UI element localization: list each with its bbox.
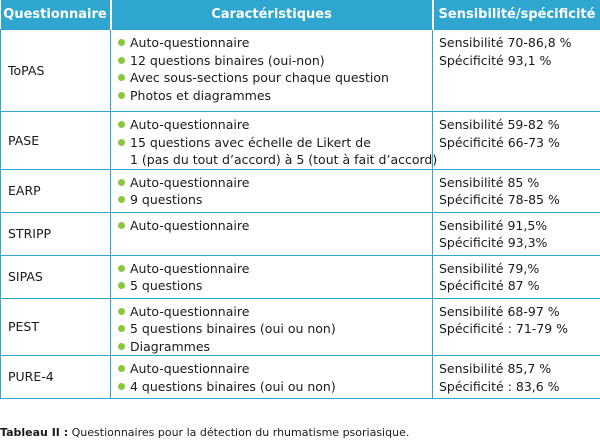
characteristics-cell <box>111 356 433 399</box>
specificity-value: Spécificité 66-73 % <box>439 134 560 150</box>
table-row <box>1 356 600 399</box>
characteristic-text: 12 questions binaires (oui-non) <box>130 52 325 68</box>
characteristic-text: Auto-questionnaire <box>130 303 250 319</box>
sensitivity-specificity-cell <box>433 255 600 298</box>
characteristic-item <box>118 260 432 278</box>
sensitivity-specificity-cell <box>433 112 600 170</box>
characteristics-cell <box>111 212 433 255</box>
characteristic-text: Auto-questionnaire <box>130 260 250 276</box>
sensitivity-value: Sensibilité 59-82 % <box>439 117 560 132</box>
table-caption <box>0 426 409 440</box>
sensitivity-value: Sensibilité 85 % <box>439 174 540 190</box>
bullet-dot-icon <box>118 383 125 390</box>
bullet-dot-icon <box>118 196 125 203</box>
caption-label: Tableau II : <box>0 426 69 439</box>
characteristic-text-continued: 1 (pas du tout d’accord) à 5 (tout à fait d’accord) <box>130 152 438 167</box>
characteristic-item <box>118 116 432 134</box>
bullet-dot-icon <box>118 325 125 332</box>
table-row <box>1 30 600 112</box>
characteristic-item <box>118 338 432 356</box>
bullet-dot-icon <box>118 39 125 46</box>
characteristics-cell <box>111 30 433 112</box>
specificity-value: Spécificité 87 % <box>439 278 540 293</box>
characteristic-item <box>118 378 432 396</box>
characteristic-text: 9 questions <box>130 192 203 207</box>
characteristic-text: 15 questions avec échelle de Likert de <box>130 134 371 150</box>
characteristic-item <box>118 303 432 321</box>
characteristic-item <box>118 191 432 209</box>
characteristic-item <box>118 217 432 235</box>
characteristic-text: Auto-questionnaire <box>130 217 250 233</box>
questionnaire-name: PURE-4 <box>1 356 111 399</box>
questionnaire-name: ToPAS <box>1 30 111 112</box>
specificity-value: Spécificité : 71-79 % <box>439 321 569 336</box>
characteristics-cell <box>111 169 433 212</box>
sensitivity-value: Sensibilité 70-86,8 % <box>439 35 572 50</box>
questionnaire-name: SIPAS <box>1 255 111 298</box>
characteristic-text: 4 questions binaires (oui ou non) <box>130 378 336 394</box>
sensitivity-specificity-cell <box>433 298 600 356</box>
bullet-dot-icon <box>118 343 125 350</box>
characteristic-text: Auto-questionnaire <box>130 174 250 190</box>
table-body <box>1 30 600 399</box>
specificity-value: Spécificité 93,1 % <box>439 52 552 68</box>
sensitivity-value: Sensibilité 79,% <box>439 260 540 276</box>
specificity-value: Spécificité 78-85 % <box>439 192 560 207</box>
bullet-dot-icon <box>118 92 125 99</box>
characteristics-cell <box>111 255 433 298</box>
characteristic-item <box>118 320 432 338</box>
bullet-dot-icon <box>118 222 125 229</box>
table-row <box>1 169 600 212</box>
sensitivity-specificity-cell <box>433 212 600 255</box>
bullet-dot-icon <box>118 139 125 146</box>
characteristics-cell <box>111 112 438 170</box>
table-row <box>1 112 600 170</box>
table-header-row <box>1 0 600 30</box>
characteristic-item <box>118 87 432 105</box>
bullet-dot-icon <box>118 308 125 315</box>
characteristic-text: Diagrammes <box>130 338 211 354</box>
bullet-dot-icon <box>118 57 125 64</box>
sensitivity-value: Sensibilité 68-97 % <box>439 303 560 319</box>
characteristic-text: Auto-questionnaire <box>130 35 250 50</box>
bullet-dot-icon <box>118 121 125 128</box>
sensitivity-specificity-cell <box>433 169 600 212</box>
table-row <box>1 255 600 298</box>
characteristic-text: Avec sous-sections pour chaque question <box>130 70 389 85</box>
specificity-value: Spécificité : 83,6 % <box>439 378 560 394</box>
characteristic-text: 5 questions <box>130 278 203 293</box>
table-row <box>1 298 600 356</box>
header-questionnaire: Questionnaire <box>1 0 111 30</box>
questionnaire-name: PEST <box>1 298 111 356</box>
bullet-dot-icon <box>118 74 125 81</box>
bullet-dot-icon <box>118 365 125 372</box>
characteristic-text: 5 questions binaires (oui ou non) <box>130 321 336 336</box>
characteristic-item <box>118 174 432 192</box>
characteristic-item <box>118 34 432 52</box>
characteristic-text: Photos et diagrammes <box>130 87 272 103</box>
specificity-value: Spécificité 93,3% <box>439 235 548 250</box>
questionnaire-name: STRIPP <box>1 212 111 255</box>
bullet-dot-icon <box>118 265 125 272</box>
characteristic-item <box>118 360 432 378</box>
bullet-dot-icon <box>118 179 125 186</box>
questionnaire-name: EARP <box>1 169 111 212</box>
characteristic-item <box>118 134 432 152</box>
characteristic-item <box>118 69 432 87</box>
table-row <box>1 212 600 255</box>
caption-text: Questionnaires pour la détection du rhumatisme psoriasique. <box>68 426 410 439</box>
characteristic-text: Auto-questionnaire <box>130 361 250 376</box>
header-caracteristiques: Caractéristiques <box>111 0 433 30</box>
characteristic-text: Auto-questionnaire <box>130 117 250 132</box>
sensitivity-specificity-cell <box>433 30 600 112</box>
sensitivity-value: Sensibilité 85,7 % <box>439 361 552 376</box>
header-sensibilite-specificite: Sensibilité/spécificité <box>433 0 600 30</box>
characteristic-item <box>118 52 432 70</box>
characteristics-cell <box>111 298 433 356</box>
sensitivity-specificity-cell <box>433 356 600 399</box>
characteristic-item <box>118 277 432 295</box>
bullet-dot-icon <box>118 282 125 289</box>
sensitivity-value: Sensibilité 91,5% <box>439 217 548 233</box>
questionnaire-name: PASE <box>1 112 111 170</box>
